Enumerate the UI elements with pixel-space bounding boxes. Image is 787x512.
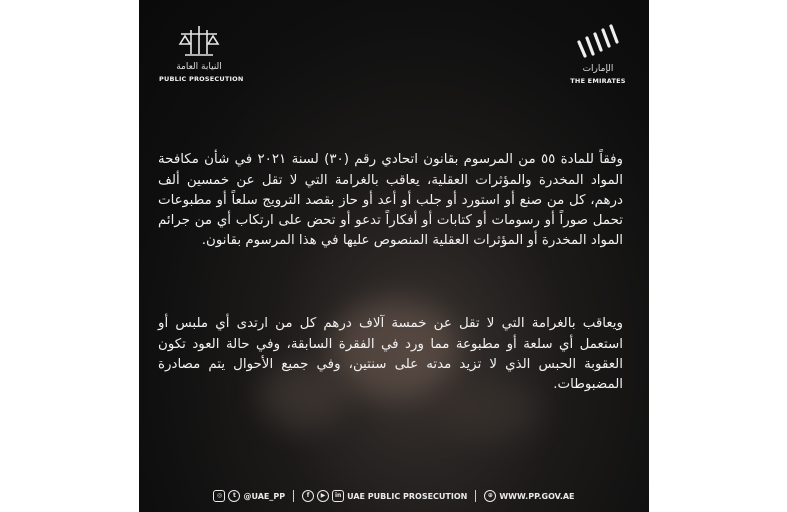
emirates-name-english: THE EMIRATES (570, 77, 626, 85)
org-name-group[interactable] (302, 490, 467, 502)
website-link[interactable]: WWW.PP.GOV.AE (499, 491, 575, 501)
footer-contacts (139, 486, 649, 506)
public-prosecution-logo (159, 24, 244, 83)
prosecution-name-arabic: النيابة العامة (176, 62, 222, 72)
post-card (139, 0, 649, 512)
globe-icon: ⊕ (484, 490, 496, 502)
instagram-icon: ◎ (213, 490, 225, 502)
facebook-icon: f (302, 490, 314, 502)
linkedin-icon: in (332, 490, 344, 502)
emirates-name-arabic: الإمارات (582, 64, 614, 74)
scales-of-justice-icon (177, 24, 221, 58)
law-paragraph-1: وفقاً للمادة ٥٥ من المرسوم بقانون اتحادي رقم (٣٠) لسنة ٢٠٢١ في شأن مكافحة المواد المخدرة والمؤثرات العقلية، يعاقب بالغرامة التي لا تقل عن خمسين ألف درهم، كل من صنع أو استورد أو جلب أو أعد أو حاز بقصد الترويج سلعاً أو مطبوعات تحمل صوراً أو رسومات أو كتابات أو أفكاراً تدعو أو تحض على ارتكاب أي من جرائم المواد المخدرة أو المؤثرات العقلية المنصوص عليها في هذا المرسوم بقانون. (158, 152, 623, 249)
org-name[interactable]: UAE PUBLIC PROSECUTION (347, 491, 468, 501)
youtube-icon: ▶ (317, 490, 329, 502)
website-group[interactable] (484, 490, 574, 502)
twitter-icon: t (228, 490, 240, 502)
the-emirates-logo (563, 24, 633, 85)
prosecution-name-english: PUBLIC PROSECUTION (159, 75, 244, 83)
divider (475, 490, 476, 502)
emirates-mark-icon (575, 24, 621, 60)
divider (293, 490, 294, 502)
law-paragraph-2: ويعاقب بالغرامة التي لا تقل عن خمسة آلاف درهم كل من ارتدى أي ملبس أو استعمل أي سلعة أو مطبوعة مما ورد في الفقرة السابقة، وفي حالة العود تكون العقوبة الحبس الذي لا تزيد مدته على سنتين، وفي جميع الأحوال يتم مصادرة المضبوطات. (158, 316, 623, 392)
social-handle-group[interactable] (213, 490, 285, 502)
social-handle[interactable]: @UAE_PP (243, 491, 286, 501)
